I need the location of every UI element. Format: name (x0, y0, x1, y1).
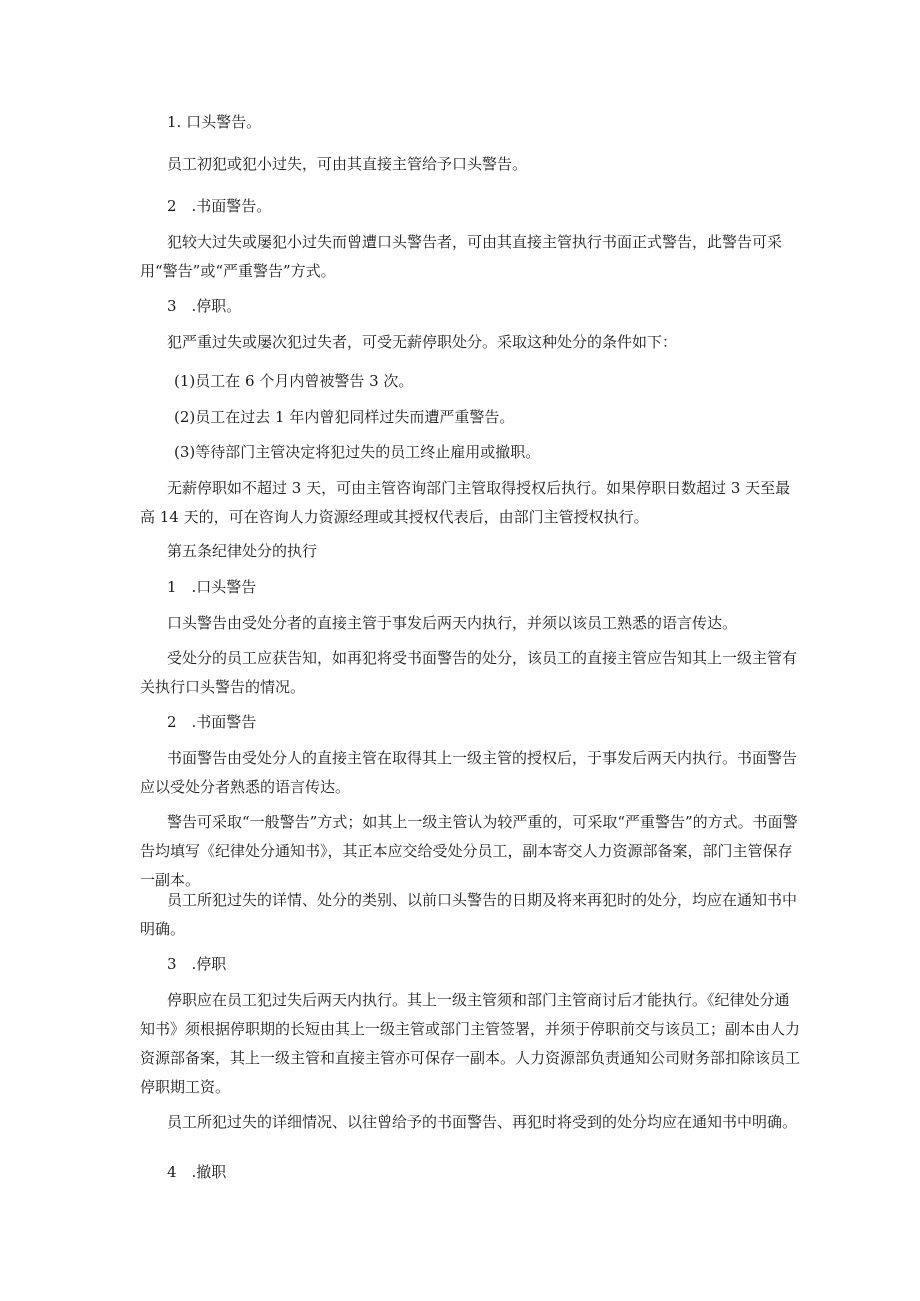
list-item: (3)等待部门主管决定将犯过失的员工终止雇用或撤职。 (174, 443, 541, 461)
paragraph: 员工所犯过失的详情、处分的类别、以前口头警告的日期及将来再犯时的处分，均应在通知书中明确。 (140, 891, 798, 938)
section-heading-written-warning: 2 .书面警告 (167, 713, 257, 731)
paragraph: 口头警告由受处分者的直接主管于事发后两天内执行，并须以该员工熟悉的语言传达。 (167, 614, 738, 632)
section-heading-oral-warning: 1. 口头警告。 (167, 113, 262, 131)
list-item: (1)员工在 6 个月内曾被警告 3 次。 (174, 372, 414, 390)
article-heading: 第五条纪律处分的执行 (167, 542, 318, 560)
paragraph: 无薪停职如不超过 3 天，可由主管咨询部门主管取得授权后执行。如果停职日数超过 3 天至最高 14 天的，可在咨询人力资源经理或其授权代表后，由部门主管授权执行。 (140, 479, 791, 526)
paragraph: 警告可采取“一般警告”方式；如其上一级主管认为较严重的，可采取“严重警告”的方式。书面警告均填写《纪律处分通知书》，其正本应交给受处分员工，副本寄交人力资源部备案，部门主管保存一副本。 (140, 813, 798, 889)
paragraph: 员工所犯过失的详细情况、以往曾给予的书面警告、再犯时将受到的处分均应在通知书中明确。 (167, 1113, 798, 1131)
paragraph: 停职应在员工犯过失后两天内执行。其上一级主管须和部门主管商讨后才能执行。《纪律处分通知书》须根据停职期的长短由其上一级主管或部门主管签署，并须于停职前交与该员工；副本由人力资源部备案，其上一级主管和直接主管亦可保存一副本。人力资源部负责通知公司财务部扣除该员工停职期工资。 (140, 991, 801, 1096)
section-heading-written-warning: 2 .书面警告。 (167, 197, 272, 215)
paragraph: 受处分的员工应获告知，如再犯将受书面警告的处分，该员工的直接主管应告知其上一级主管有关执行口头警告的情况。 (140, 649, 798, 696)
paragraph: 犯较大过失或屡犯小过失而曾遭口头警告者，可由其直接主管执行书面正式警告，此警告可采用“警告”或“严重警告”方式。 (140, 233, 783, 280)
section-heading-dismissal: 4 .撤职 (167, 1163, 227, 1181)
paragraph: 犯严重过失或屡次犯过失者，可受无薪停职处分。采取这种处分的条件如下： (167, 333, 678, 351)
section-heading-oral-warning: 1 .口头警告 (167, 578, 257, 596)
section-heading-suspension: 3 .停职。 (167, 297, 242, 315)
paragraph: 书面警告由受处分人的直接主管在取得其上一级主管的授权后，于事发后两天内执行。书面警告应以受处分者熟悉的语言传达。 (140, 749, 798, 796)
section-heading-suspension: 3 .停职 (167, 955, 227, 973)
paragraph: 员工初犯或犯小过失，可由其直接主管给予口头警告。 (167, 155, 528, 173)
list-item: (2)员工在过去 1 年内曾犯同样过失而遭严重警告。 (174, 408, 515, 426)
